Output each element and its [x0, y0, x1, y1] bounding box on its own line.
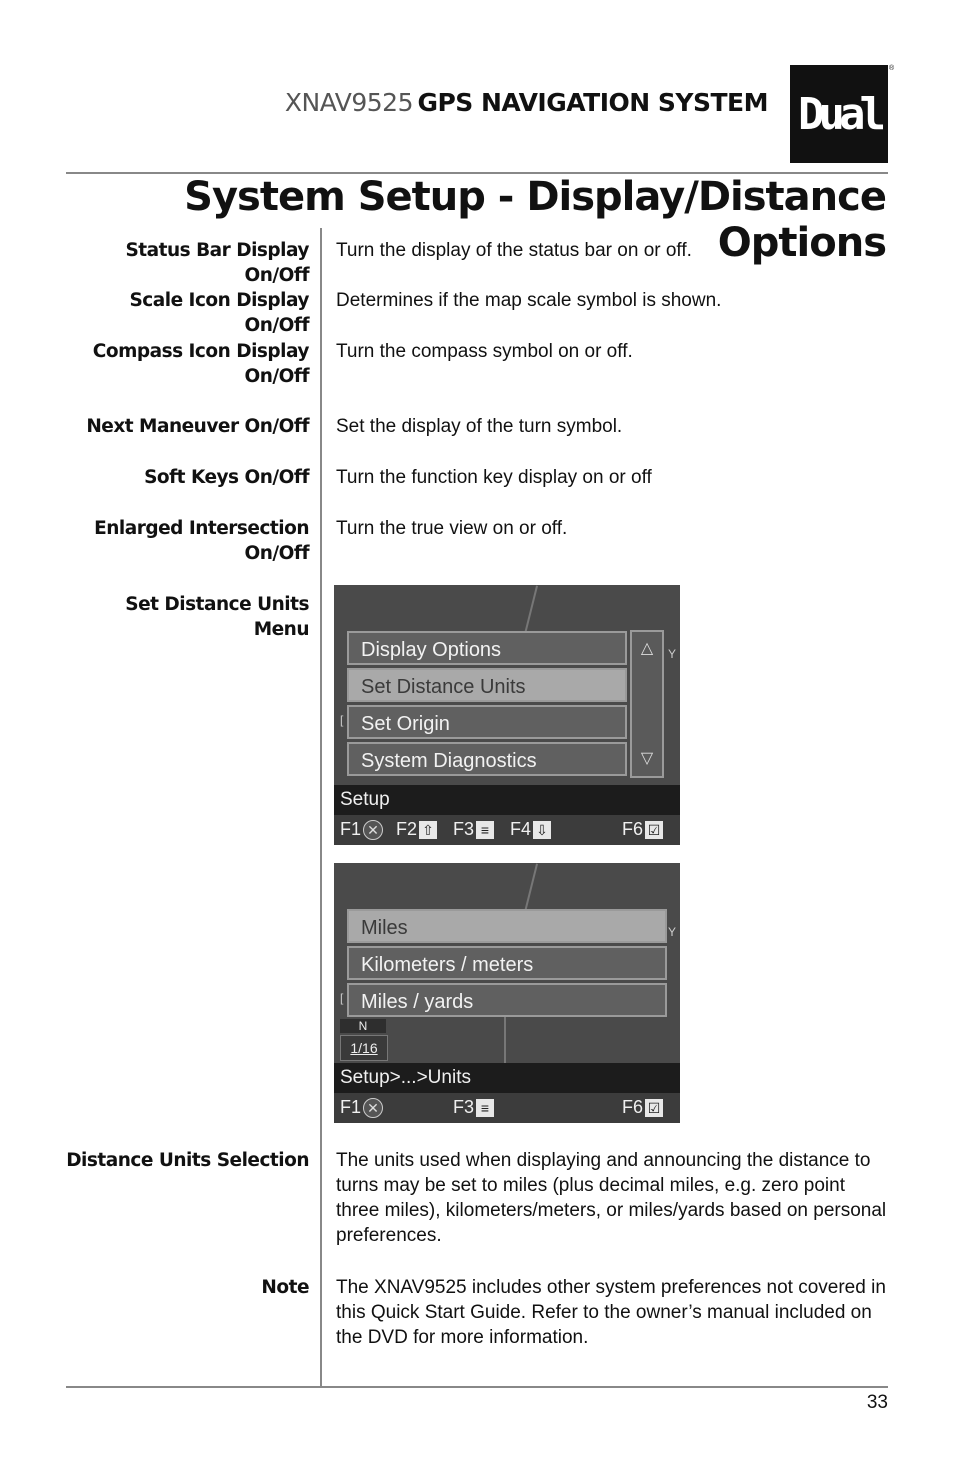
map-label-char: [	[340, 713, 344, 727]
arrow-down-icon: ⇩	[533, 821, 551, 839]
row-label: Next Maneuver On/Off	[86, 416, 309, 437]
dual-logo: Dual	[790, 65, 888, 163]
f6-key[interactable]	[622, 1093, 663, 1121]
registered-mark: ®	[889, 65, 895, 72]
scroll-down-icon[interactable]: ▽	[640, 750, 654, 767]
row-label: Distance Units Selection	[66, 1150, 309, 1171]
menu-scrollbar[interactable]	[630, 630, 664, 778]
page-title: System Setup - Display/Distance Options	[184, 174, 886, 266]
row-label: Scale Icon Display On/Off	[129, 290, 309, 336]
row-label: Status Bar Display On/Off	[125, 240, 309, 286]
row-desc: The XNAV9525 includes other system preferences not covered in this Quick Start Guide. Refer to the owner’s manual included on the DVD for more information.	[336, 1277, 886, 1348]
page-number: 33	[866, 1392, 888, 1413]
setup-menu-screenshot	[334, 585, 680, 845]
list-icon: ≡	[476, 1099, 494, 1117]
units-option-miles-yards[interactable]: Miles / yards	[347, 983, 667, 1017]
fkey-label: F4	[510, 819, 532, 839]
row-desc: The units used when displaying and announcing the distance to turns may be set to miles (plus decimal miles, e.g. zero point three miles), kilometers/meters, or miles/yards based on personal preferences.	[336, 1150, 887, 1246]
fkey-label: F6	[622, 1097, 644, 1117]
close-icon: ✕	[363, 820, 383, 840]
checkbox-icon: ☑	[645, 821, 663, 839]
f6-key[interactable]	[622, 815, 663, 843]
header-product-line	[66, 88, 888, 117]
row-desc: Determines if the map scale symbol is shown.	[336, 290, 722, 311]
fkey-label: F3	[453, 1097, 475, 1117]
f3-key[interactable]	[453, 1093, 494, 1121]
menu-item-set-distance-units[interactable]: Set Distance Units	[347, 668, 627, 702]
function-key-bar	[334, 1093, 680, 1123]
row-label: Soft Keys On/Off	[144, 467, 309, 488]
f4-key[interactable]	[510, 815, 551, 843]
f3-key[interactable]	[453, 815, 494, 843]
f2-key[interactable]	[396, 815, 437, 843]
map-road	[524, 586, 538, 635]
map-road	[524, 864, 538, 913]
fkey-label: F2	[396, 819, 418, 839]
arrow-up-icon: ⇧	[419, 821, 437, 839]
row-label: Set Distance Units Menu	[125, 594, 309, 640]
menu-item-system-diagnostics[interactable]: System Diagnostics	[347, 742, 627, 776]
product-name: GPS NAVIGATION SYSTEM	[417, 88, 768, 117]
fkey-label: F6	[622, 819, 644, 839]
row-label: Compass Icon Display On/Off	[92, 341, 309, 387]
map-road	[504, 1013, 506, 1063]
bottom-divider	[66, 1386, 888, 1388]
menu-item-display-options[interactable]: Display Options	[347, 631, 627, 665]
map-label-char: [	[340, 991, 344, 1005]
column-divider	[320, 228, 322, 1388]
close-icon: ✕	[363, 1098, 383, 1118]
fkey-label: F1	[340, 1097, 362, 1117]
row-desc: Turn the function key display on or off	[336, 467, 652, 488]
row-desc: Set the display of the turn symbol.	[336, 416, 623, 437]
row-desc: Turn the true view on or off.	[336, 518, 568, 539]
scroll-up-icon[interactable]: △	[640, 640, 654, 657]
model-name: XNAV9525	[284, 88, 413, 117]
row-desc: Turn the display of the status bar on or off.	[336, 240, 692, 261]
compass-north: N	[340, 1019, 386, 1033]
row-label: Enlarged Intersection On/Off	[94, 518, 309, 564]
checkbox-icon: ☑	[645, 1099, 663, 1117]
units-option-miles[interactable]: Miles	[347, 909, 667, 943]
row-desc: Turn the compass symbol on or off.	[336, 341, 633, 362]
menu-item-set-origin[interactable]: Set Origin	[347, 705, 627, 739]
row-label: Note	[261, 1277, 309, 1298]
breadcrumb: Setup	[334, 785, 680, 815]
fkey-label: F3	[453, 819, 475, 839]
map-scale: 1/16	[340, 1035, 388, 1061]
f1-key[interactable]	[340, 1093, 383, 1121]
breadcrumb: Setup>...>Units	[334, 1063, 680, 1093]
list-icon: ≡	[476, 821, 494, 839]
distance-units-screenshot	[334, 863, 680, 1123]
fkey-label: F1	[340, 819, 362, 839]
map-label-char: Y	[668, 647, 677, 661]
function-key-bar	[334, 815, 680, 845]
units-option-kilometers-meters[interactable]: Kilometers / meters	[347, 946, 667, 980]
map-label-char: Y	[668, 925, 677, 939]
f1-key[interactable]	[340, 815, 383, 843]
